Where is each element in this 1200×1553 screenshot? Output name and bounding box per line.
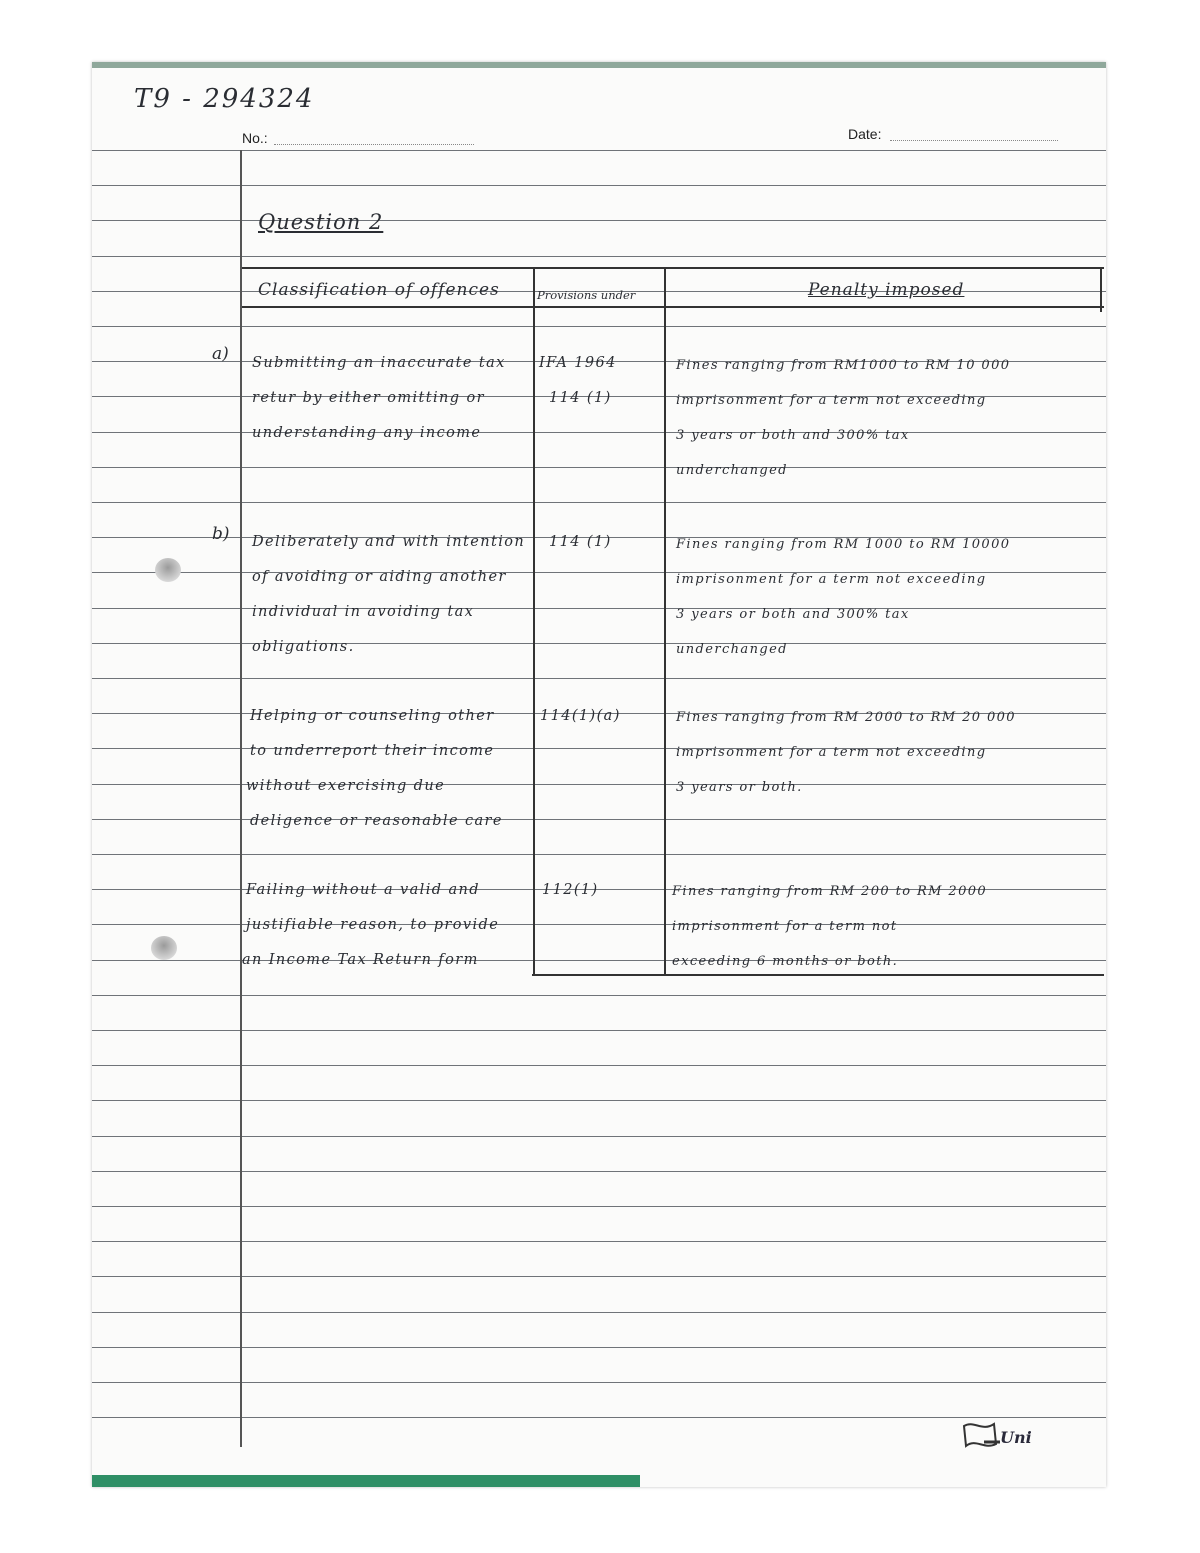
table-top-border (242, 267, 1104, 269)
ruled-line (92, 854, 1106, 855)
row2-classification-line1: Deliberately and with intention (252, 534, 526, 550)
logo-text: Uni (1000, 1428, 1032, 1447)
ruled-line (92, 1206, 1106, 1207)
question-title: Question 2 (258, 210, 384, 234)
ruled-line (92, 819, 1106, 820)
row2-penalty-line3: 3 years or both and 300% tax (676, 607, 910, 622)
row4-classification-line1: Failing without a valid and (246, 882, 480, 898)
ruled-line (92, 150, 1106, 151)
margin-line (240, 150, 242, 1447)
ruled-line (92, 1030, 1106, 1031)
ruled-line (92, 784, 1106, 785)
ruled-line (92, 185, 1106, 186)
row1-classification-line2: retur by either omitting or (252, 390, 485, 406)
no-field-line (274, 130, 474, 145)
row-marker-b: b) (212, 524, 230, 544)
row3-classification-line2: to underreport their income (250, 743, 495, 759)
row1-classification-line3: understanding any income (252, 425, 482, 441)
row4-classification-line2: justifiable reason, to provide (246, 917, 500, 933)
ruled-line (92, 995, 1106, 996)
header-provisions: Provisions under (537, 288, 636, 302)
ruled-line (92, 220, 1106, 221)
row4-penalty-line2: imprisonment for a term not (672, 919, 898, 934)
ruled-line (92, 1382, 1106, 1383)
ruled-line (92, 1065, 1106, 1066)
header-penalty: Penalty imposed (808, 280, 965, 300)
row1-provision-line2: 114 (1) (549, 390, 612, 406)
ruled-line (92, 1136, 1106, 1137)
row1-provision-line1: IFA 1964 (539, 355, 617, 371)
row2-provision-line1: 114 (1) (549, 534, 612, 550)
ruled-line (92, 467, 1106, 468)
ruled-line (92, 1171, 1106, 1172)
ruled-line (92, 502, 1106, 503)
row3-classification-line4: deligence or reasonable care (250, 813, 503, 829)
column-divider-1 (533, 269, 535, 974)
row2-penalty-line4: underchanged (676, 642, 788, 657)
row4-penalty-line3: exceeding 6 months or both. (672, 954, 899, 969)
header-classification: Classification of offences (258, 280, 500, 300)
reference-number: T9 - 294324 (134, 84, 315, 114)
ruled-line (92, 1241, 1106, 1242)
ruled-line (92, 326, 1106, 327)
row3-penalty-line1: Fines ranging from RM 2000 to RM 20 000 (676, 710, 1016, 725)
ruled-line (92, 1100, 1106, 1101)
notebook-page (92, 62, 1106, 1487)
ruled-line (92, 1347, 1106, 1348)
row2-classification-line3: individual in avoiding tax (252, 604, 475, 620)
row3-provision-line1: 114(1)(a) (540, 708, 621, 724)
no-label: No.: (242, 130, 268, 146)
ruled-line (92, 432, 1106, 433)
table-bottom-border (532, 974, 1104, 976)
row3-classification-line3: without exercising due (246, 778, 446, 794)
ruled-line (92, 608, 1106, 609)
ruled-line (92, 1417, 1106, 1418)
row2-penalty-line1: Fines ranging from RM 1000 to RM 10000 (676, 537, 1011, 552)
ruled-line (92, 1276, 1106, 1277)
row2-classification-line2: of avoiding or aiding another (252, 569, 507, 585)
ruled-line (92, 924, 1106, 925)
row1-penalty-line4: underchanged (676, 463, 788, 478)
date-label: Date: (848, 126, 882, 142)
row1-penalty-line1: Fines ranging from RM1000 to RM 10 000 (676, 358, 1011, 373)
row-marker-a: a) (212, 344, 229, 364)
row2-penalty-line2: imprisonment for a term not exceeding (676, 572, 987, 587)
row3-penalty-line3: 3 years or both. (676, 780, 803, 795)
row1-penalty-line3: 3 years or both and 300% tax (676, 428, 910, 443)
column-divider-2 (664, 269, 666, 974)
header-bottom-border (242, 306, 1104, 308)
ruled-line (92, 1312, 1106, 1313)
uni-logo (960, 1418, 1040, 1456)
row1-penalty-line2: imprisonment for a term not exceeding (676, 393, 987, 408)
table-right-border (1100, 267, 1102, 312)
row1-classification-line1: Submitting an inaccurate tax (252, 355, 506, 371)
torn-top-edge (92, 62, 1106, 68)
green-bottom-edge (92, 1475, 640, 1487)
row3-classification-line1: Helping or counseling other (250, 708, 495, 724)
ruled-line (92, 678, 1106, 679)
ruled-line (92, 643, 1106, 644)
punch-hole-bottom (151, 936, 177, 960)
row4-provision-line1: 112(1) (542, 882, 599, 898)
date-field-line (890, 126, 1058, 141)
row2-classification-line4: obligations. (252, 639, 355, 655)
row4-classification-line3: an Income Tax Return form (242, 952, 479, 968)
row4-penalty-line1: Fines ranging from RM 200 to RM 2000 (672, 884, 988, 899)
punch-hole-top (155, 558, 181, 582)
row3-penalty-line2: imprisonment for a term not exceeding (676, 745, 987, 760)
ruled-line (92, 256, 1106, 257)
